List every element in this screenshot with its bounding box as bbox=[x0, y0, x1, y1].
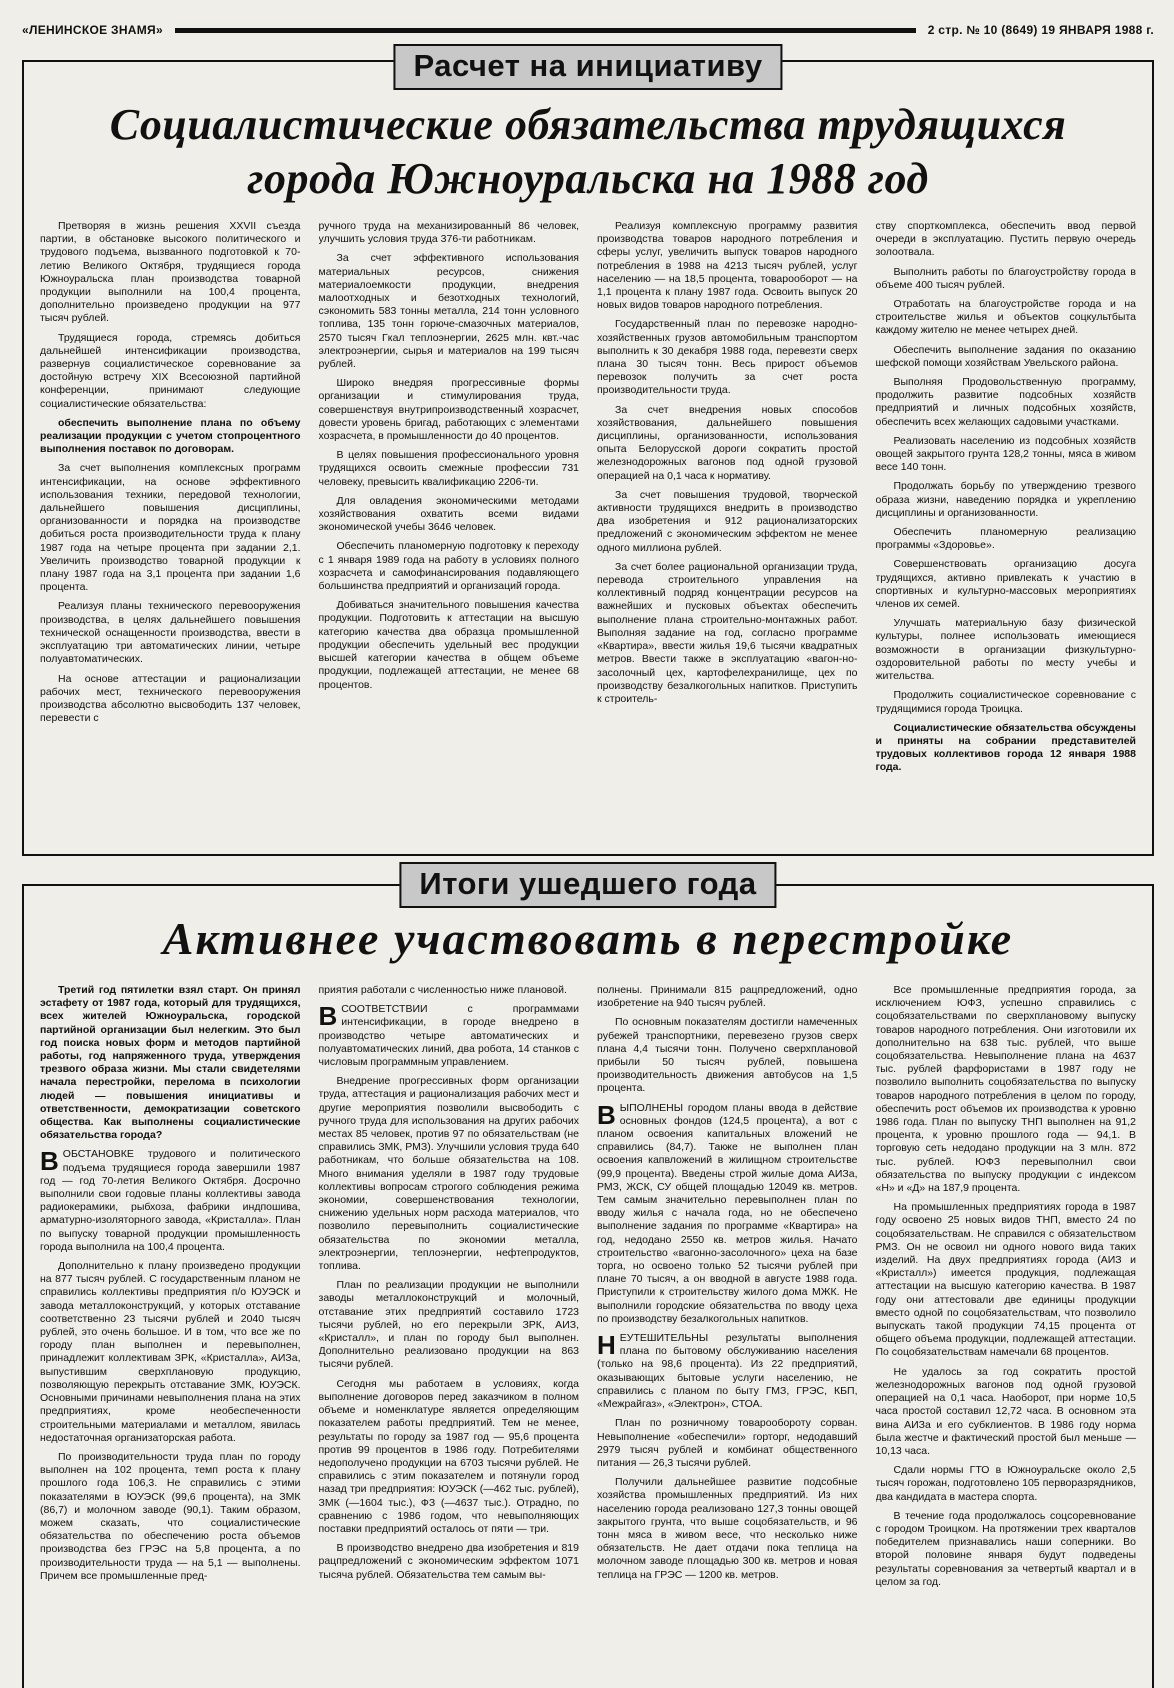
paragraph bbox=[40, 984, 301, 1142]
paragraph-text: Добиваться значительного повышения качества продукции. Подготовить к аттестации на высшую категорию качества два образца промышленной продукции обеспечить удельный вес продукции высшей категории качества в общем объеме продукции, подлежащей аттестации, не менее 68 процентов. bbox=[318, 599, 579, 691]
paragraph-text: ЫПОЛНЕНЫ городом планы ввода в действие основных фондов (124,5 процента), а вот с планом освоения капитальных вложений не справились (84,7). Также не выполнен план освоения капвложений в жилищном строительстве (99,9 процента). Введены строй жилые дома АИЗа, РМЗ, ЖСК, СУ общей площадью 12049 кв. метров. Тем самым значительно перевыполнен план по вводу жилья с начала года, но не обеспечено выполнение задания по программе «Квартира» на год, недодано 2550 кв. метров жилья. Начато строительство «вагонно-засолочного» цеха на базе торга, но освоено только 52 тысячи рублей при плане 70 тысяч, а он вводной в августе 1988 года. Приступили к строительству жилого дома МЖК. Не выполнили городские обязательства по вводу цеха по производству безалкогольных напитков. bbox=[597, 1101, 858, 1325]
paragraph-text: ЕУТЕШИТЕЛЬНЫ результаты выполнения плана по бытовому обслуживанию населения (только на 98,6 процента). Из 22 предприятий, оказывающих бытовые услуги населению, не справились с планом по быту ГМЗ, ГРЭС, КБП, «Межрайгаз», «Электрон», СТОА. bbox=[597, 1332, 858, 1411]
paragraph-text: В течение года продолжалось соцсоревнование с городом Троицком. На протяжении трех кварталов победителем признавались наши соперники. Во второй половине января будут подведены результаты соревнования за четвертый квартал и в целом за год. bbox=[875, 1509, 1136, 1588]
paragraph bbox=[40, 220, 301, 326]
article-year-results bbox=[22, 866, 1154, 1688]
article-columns bbox=[24, 984, 1152, 1676]
paragraph-text: На основе аттестации и рационализации рабочих мест, технического перевооружения производства абсолютно высвободить 137 человек, перевести с bbox=[40, 672, 301, 725]
paragraph bbox=[597, 404, 858, 483]
article-socialist-obligations bbox=[22, 48, 1154, 856]
paragraph-text: Все промышленные предприятия города, за исключением ЮФЗ, успешно справились с соцобязательствами по сверхплановому выпуску товаров народного потребления. Они изготовили их дополнительно на 638 тыс. рублей, что выше соцобязательства. Невыполнение плана на 4637 тыс. рублей фарфористами в 1987 году не позволило выполнить соцобязательства по выпуску товаров народного потребления в целом по городу, обеспечить рост объемов их производства к уровню 1986 года. План по выпуску ТНП выполнен на 91,2 процента, к уровню прошлого года — 94,1. В торговую сеть недодано продукции на 3 млн. 872 тыс. рублей. ЮФЗ перевыполнил свои обязательства по выпуску продукции с индексом «Н» и «Д» на 187,9 процента. bbox=[875, 984, 1136, 1195]
paragraph-text: Отработать на благоустройстве города и на строительстве жилья и объектов соцкультбыта каждому жителю не менее четырех дней. bbox=[875, 298, 1136, 337]
paragraph-text: Дополнительно к плану произведено продукции на 877 тысяч рублей. С государственным планом не справились коллективы предприятия п/о ЮУЭСК и завода металлоконструкций, у которых отставание соответственно 23 тысячи рублей и 2040 тысяч рублей, это очень большое. И в том, что все же по городу план выполнен и перевыполнен, принадлежит коллективам ЗРК, «Кристалла», АИЗа, выпустившим сверхплановую продукцию, позволяющую перекрыть отставание ЗМК, ЮУЭСК. Основными причинами невыполнения плана на этих предприятиях, кроме необеспеченности строительными материалами и металлом, явилась недостаточная организаторская работа. bbox=[40, 1260, 301, 1444]
paragraph bbox=[876, 1201, 1137, 1359]
paragraph-text: План по реализации продукции не выполнили заводы металлоконструкций и молочный, отставание этих предприятий составило 1723 тысячи рублей, но его перекрыли ЗРК, АИЗ, «Кристалл», и план по городу был выполнен. Дополнительно реализовано продукции на 863 тысячи рублей. bbox=[318, 1279, 579, 1371]
paragraph-text: Обеспечить планомерную реализацию программы «Здоровье». bbox=[875, 526, 1136, 552]
rubric-label: Расчет на инициативу bbox=[393, 44, 782, 90]
paragraph-text: приятия работали с численностью ниже плановой. bbox=[318, 984, 567, 996]
text-column-1 bbox=[40, 220, 301, 800]
paragraph bbox=[597, 1332, 858, 1411]
paragraph bbox=[597, 561, 858, 706]
paragraph bbox=[876, 298, 1137, 338]
paragraph bbox=[319, 449, 580, 489]
masthead bbox=[22, 18, 1154, 42]
paragraph bbox=[319, 1378, 580, 1536]
paragraph bbox=[597, 489, 858, 555]
paragraph-text: За счет внедрения новых способов хозяйствования, дальнейшего повышения дисциплины, организованности, использования опыта Белорусской дороги сократить простой железнодорожных вагонов под одной грузовой операцией на 0,1 часа к нормативу. bbox=[597, 403, 858, 482]
drop-cap: В bbox=[597, 1099, 616, 1130]
paragraph bbox=[876, 220, 1137, 260]
paragraph-text: Сегодня мы работаем в условиях, когда выполнение договоров перед заказчиком в полном объеме и номенклатуре является определяющим показателем работы предприятий. Тем не менее, результаты по городу за 1987 год — 95,6 процента против 99 процентов в 1986 году. Потребителями недополучено продукции на 6703 тысячи рублей. Не справились с этим показателем и потянули город назад три предприятия: ЮУЭСК (—462 тыс. рублей), ЗМК (—1604 тыс.), ФЗ (—4637 тыс.). Отрадно, по сравнению с 1986 годом, что невыполняющих поставки предприятий осталось от пяти — три. bbox=[318, 1377, 579, 1535]
paragraph bbox=[40, 1451, 301, 1583]
paragraph bbox=[40, 462, 301, 594]
paragraph-text: обеспечить выполнение плана по объему реализации продукции с учетом стопроцентного выполнения поставок по договорам. bbox=[40, 416, 301, 456]
paragraph bbox=[876, 344, 1137, 370]
paragraph-text: полнены. Принимали 815 рацпредложений, одно изобретение на 940 тысяч рублей. bbox=[597, 984, 858, 1010]
paragraph-text: По основным показателям достигли намеченных рубежей транспортники, перевезено грузов сверх плана 4,4 тысячи тонн. Получено сверхплановой прибыли 50 тысяч рублей, повышена производительность движения автобусов на 1,5 процента. bbox=[597, 1016, 858, 1095]
text-column-2 bbox=[319, 984, 580, 1676]
paragraph bbox=[319, 1075, 580, 1273]
paragraph-text: Социалистические обязательства обсуждены и приняты на собрании представителей трудовых коллективов города 12 января 1988 года. bbox=[875, 721, 1136, 774]
paragraph-text: Для овладения экономическими методами хозяйствования охватить всеми видами экономической учебы 3646 человек. bbox=[318, 494, 579, 534]
paragraph bbox=[319, 1542, 580, 1582]
paragraph-text: Внедрение прогрессивных форм организации труда, аттестация и рационализация рабочих мест и другие мероприятия позволили высвободить с ручного труда для использования на других рабочих местах 85 человек, против 97 по обязательствам (не справились ЗМК, РМЗ). Улучшили условия труда 640 работникам, что больше обязательства на 108. Много внимания уделяли в 1987 году трудовые коллективы вопросам строгого соблюдения режима экономии, совершенствования технологии, снижению удельных норм расхода материалов, что позволило перевыполнить социалистические обязательства по экономии металла, электроэнергии, теплоэнергии, нефтепродуктов, топлива. bbox=[318, 1075, 579, 1273]
paragraph bbox=[876, 480, 1137, 520]
text-column-3 bbox=[597, 984, 858, 1676]
paragraph-text: Третий год пятилетки взял старт. Он принял эстафету от 1987 года, который для трудящихся, всех жителей Южноуральска, городской партийной организации был нелегким. Это был год поиска новых форм и методов партийной работы, год напряженного труда, утверждения трезвого образа жизни. Мы стали свидетелями начала перестройки, перелома в психологии людей — повышения инициативы и ответственности, демократизации советского общества. Как выполнены социалистические обязательства города? bbox=[40, 984, 301, 1142]
paragraph-text: Реализуя комплексную программу развития производства товаров народного потребления и сферы услуг, увеличить выпуск товаров народного потребления в 1988 на 4213 тысяч рублей, услуг населению — на 18,5 процента, товарооборот — на 1,1 процента к плану 1987 года. Освоить выпуск 20 новых видов товаров народного потребления. bbox=[597, 220, 858, 312]
masthead-rule bbox=[175, 28, 916, 33]
drop-cap: Н bbox=[597, 1330, 616, 1361]
headline-line-2: города Южноуральска на 1988 год bbox=[247, 154, 929, 203]
drop-cap: В bbox=[40, 1146, 59, 1177]
paragraph bbox=[876, 722, 1137, 775]
paragraph-text: Широко внедряя прогрессивные формы организации и стимулирования труда, совершенствуя внутрипроизводственный хозрасчет, довести уровень бригад, работающих с элементами хозрасчета, в промышленности до 40 процентов. bbox=[318, 377, 579, 443]
text-column-4 bbox=[876, 984, 1137, 1676]
paragraph bbox=[319, 377, 580, 443]
paragraph-text: Улучшать материальную базу физической культуры, полнее использовать имеющиеся возможности в организации физкультурно-оздоровительной работы по месту учебы и жительства. bbox=[875, 617, 1136, 683]
text-column-2 bbox=[319, 220, 580, 800]
paragraph-text: По производительности труда план по городу выполнен на 102 процента, темп роста к плану прошлого года 106,3. Не справились с этими показателями в ЮУЭСК (99,6 процента), на ЗМК (86,7) и молочном заводе (90,1). Таким образом, можем сказать, что социалистические обязательства по обеспечению роста объемов производства без ГРЭС на 5,8 процента, а по производительности труда — на 5,1 — выполнены. Причем все промышленные пред- bbox=[40, 1450, 301, 1582]
paragraph-text: План по розничному товарообороту сорван. Невыполнение «обеспечили» горторг, недодавший 2979 тысяч рублей и комбинат общественного питания — 26,3 тысячи рублей. bbox=[597, 1417, 858, 1469]
paragraph bbox=[876, 558, 1137, 611]
text-column-1 bbox=[40, 984, 301, 1676]
paragraph bbox=[597, 220, 858, 312]
article-columns bbox=[24, 220, 1152, 800]
paragraph-text: Сдали нормы ГТО в Южноуральске около 2,5 тысяч горожан, подготовлено 105 перворазрядников, два кандидата в мастера спорта. bbox=[875, 1464, 1136, 1503]
paragraph-text: Выполняя Продовольственную программу, продолжить развитие подсобных хозяйств предприятий и личных подсобных хозяйств, обеспечить всех желающих садовыми участками. bbox=[875, 376, 1136, 428]
paragraph bbox=[876, 1510, 1137, 1589]
paragraph-text: Обеспечить планомерную подготовку к переходу с 1 января 1989 года на работу в условиях полного хозрасчета и самофинансирования подавляющего большинства предприятий и организаций города. bbox=[318, 540, 579, 593]
paragraph bbox=[40, 600, 301, 666]
paragraph bbox=[319, 220, 580, 246]
paragraph-text: ству спорткомплекса, обеспечить ввод первой очереди в эксплуатацию. Пустить первую очередь золоотвала. bbox=[875, 220, 1136, 259]
text-column-3 bbox=[597, 220, 858, 800]
paragraph bbox=[876, 435, 1137, 475]
paragraph bbox=[876, 1464, 1137, 1504]
paragraph bbox=[40, 1260, 301, 1445]
paragraph-text: За счет повышения трудовой, творческой активности трудящихся внедрить в производство два изобретения и 912 рационализаторских предложений с экономическим эффектом не менее одного миллиона рублей. bbox=[597, 488, 858, 554]
paragraph-text: Обеспечить выполнение задания по оказанию шефской помощи хозяйствам Увельского района. bbox=[875, 343, 1136, 369]
paragraph-text: На промышленных предприятиях города в 1987 году освоено 25 новых видов ТНП, вместо 24 по соцобязательствам. Не справился с обязательством РМЗ. Он не освоил ни одного нового вида таких изделий. На двух предприятиях города (АИЗ и «Кристалл») имеется продукция, подлежащая аттестации на высшую категорию качества. В 1987 году они аттестовали две единицы продукции вместо одной по соцобязательствам, что позволило выпускать такой продукции 74,15 процента от общего объема продукции, подлежащей аттестации. По соцобязательствам намечали 68 процентов. bbox=[875, 1201, 1136, 1359]
paragraph bbox=[876, 1366, 1137, 1458]
paragraph-text: Трудящиеся города, стремясь добиться дальнейшей интенсификации производства, развернув социалистическое соревнование за достойную встречу XIX Всесоюзной партийной конференции, принимают следующие социалистические обязательства: bbox=[40, 331, 301, 410]
paragraph-text: Реализовать населению из подсобных хозяйств овощей закрытого грунта 128,2 тонны, мяса в живом весе 140 тонн. bbox=[875, 434, 1136, 474]
paragraph-text: СООТВЕТСТВИИ с программами интенсификации, в городе внедрено в производство четыре автоматических и полуавтоматических линий, два робота, 14 станков с числовым программным управлением. bbox=[318, 1003, 579, 1069]
paper-name: «ЛЕНИНСКОЕ ЗНАМЯ» bbox=[22, 23, 163, 37]
paragraph-text: За счет выполнения комплексных программ интенсификации, на основе эффективного использования техники, передовой технологии, дальнейшего повышения дисциплины, организованности и порядка на производстве добиться роста производительности труда к плану 1987 года на четыре процента при задании 2,1. Увеличить производство товарной продукции к плану 1987 года на 3,1 процента при задании 1,6 процента. bbox=[40, 462, 301, 594]
paragraph-text: Не удалось за год сократить простой железнодорожных вагонов под одной грузовой операцией на 0,1 часа. Наоборот, при норме 10,5 часа простой составил 12,72 часа. В основном эта вина АИЗа и его субклиентов. В 1986 году норма была жестче и фактический простой был меньше — 10,13 часа. bbox=[875, 1365, 1136, 1457]
paragraph bbox=[319, 495, 580, 535]
issue-info: 2 стр. № 10 (8649) 19 ЯНВАРЯ 1988 г. bbox=[927, 23, 1154, 37]
paragraph-text: За счет более рациональной организации труда, перевода строительного управления на коллективный подряд концентрации ресурсов на важнейших и пусковых объектах обеспечить выполнение плана строительно-монтажных работ. Выполняя задание на год, согласно программе «Квартира», ввести жилья 19,6 тысячи квадратных метров. Ввести также в эксплуатацию «вагон-но-засолочный цех, картофелехранилище, цех по производству безалкогольных напитков. Приступить к строитель- bbox=[597, 560, 858, 705]
paragraph-text: Получили дальнейшее развитие подсобные хозяйства промышленных предприятий. Из них населению города реализовано 127,3 тонны овощей закрытого грунта, что выше соцобязательств, и 96 тонн мяса в живом весе, что несколько ниже обязательств. Не дает отдачи пока теплица на молочном заводе площадью 300 кв. метров и новая теплица на ГРЭС — 1200 кв. метров. bbox=[597, 1476, 858, 1581]
paragraph bbox=[876, 984, 1137, 1195]
paragraph bbox=[319, 252, 580, 371]
paragraph-text: ручного труда на механизированный 86 человек, улучшить условия труда 376-ти работникам. bbox=[318, 220, 579, 246]
paragraph bbox=[597, 1476, 858, 1582]
paragraph bbox=[876, 376, 1137, 429]
paragraph bbox=[319, 984, 580, 997]
paragraph-text: Совершенствовать организацию досуга трудящихся, активно привлекать к участию в спортивных и культурно-массовых мероприятиях членов их семей. bbox=[875, 558, 1136, 611]
paragraph bbox=[40, 673, 301, 726]
article-headline: Активнее участвовать в перестройке bbox=[162, 913, 1014, 964]
paragraph bbox=[876, 526, 1137, 552]
drop-cap: В bbox=[318, 1001, 338, 1032]
paragraph-text: Претворяя в жизнь решения XXVII съезда партии, в обстановке высокого политического и трудового подъема, вызванного подготовкой к 70-летию Великого Октября, трудящиеся города Южноуральска план производства товарной продукции выполнили на 100,4 процента, дополнительно произведено продукции на 977 тысяч рублей. bbox=[40, 220, 301, 325]
rubric-label: Итоги ушедшего года bbox=[399, 862, 776, 908]
paragraph bbox=[597, 984, 858, 1010]
paragraph-text: Выполнить работы по благоустройству города в объеме 400 тысяч рублей. bbox=[875, 265, 1136, 291]
paragraph bbox=[40, 1148, 301, 1254]
paragraph-text: Продолжать борьбу по утверждению трезвого образа жизни, наведению порядка и укреплению дисциплины и организованности. bbox=[875, 480, 1136, 519]
text-column-4 bbox=[876, 220, 1137, 800]
paragraph bbox=[597, 1016, 858, 1095]
paragraph-text: Реализуя планы технического перевооружения производства, в целях дальнейшего повышения технической оснащенности производства, ввести в эксплуатацию три автоматических линии, четыре полуавтоматических. bbox=[40, 600, 301, 666]
paragraph-text: В целях повышения профессионального уровня трудящихся освоить смежные профессии 731 человеку, превысить квалификацию 2206-ти. bbox=[318, 449, 579, 488]
paragraph bbox=[876, 266, 1137, 292]
paragraph-text: Государственный план по перевозке народно-хозяйственных грузов автомобильным транспортом выполнить к 30 декабря 1988 года, перевезти сверх плана 30 тысяч тонн. Весь прирост объемов перевозок получить за счет роста производительности труда. bbox=[597, 318, 858, 397]
paragraph bbox=[319, 540, 580, 593]
paragraph bbox=[597, 1417, 858, 1470]
paragraph bbox=[597, 318, 858, 397]
article-headline bbox=[24, 98, 1152, 206]
paragraph bbox=[319, 599, 580, 691]
paragraph bbox=[40, 417, 301, 457]
paragraph bbox=[876, 617, 1137, 683]
paragraph bbox=[319, 1003, 580, 1069]
paragraph-text: В производство внедрено два изобретения и 819 рацпредложений с экономическим эффектом 1071 тысяча рублей. Обязательства тем самым вы- bbox=[318, 1542, 579, 1581]
paragraph-text: За счет эффективного использования материальных ресурсов, снижения материалоемкости продукции, внедрения малоотходных и безотходных технологий, сэкономить 583 тонны металла, 214 тонн условного топлива, 135 тонн горюче-смазочных материалов, 2570 тысяч Гкал теплоэнергии, 2625 млн. квт.-час электроэнергии, сырья и материалов на 199 тысяч рублей. bbox=[318, 252, 579, 371]
paragraph bbox=[597, 1099, 858, 1326]
paragraph-text: Продолжить социалистическое соревнование с трудящимися города Троицка. bbox=[875, 689, 1136, 715]
paragraph bbox=[319, 1279, 580, 1371]
paragraph bbox=[876, 689, 1137, 715]
headline-line-1: Социалистические обязательства трудящихся bbox=[109, 100, 1067, 149]
paragraph-text: ОБСТАНОВКЕ трудового и политического подъема трудящиеся города завершили 1987 год — год 70-летия Великого Октября. Досрочно выполнили свои годовые планы коллективы завода радиокерамики, рыбхоза, фабрики индпошива, арматурно-изоляторного завода, «Кристалла». План по выпуску товарной продукции промышленность города выполнила на 100,4 процента. bbox=[40, 1148, 301, 1253]
paragraph bbox=[40, 332, 301, 411]
